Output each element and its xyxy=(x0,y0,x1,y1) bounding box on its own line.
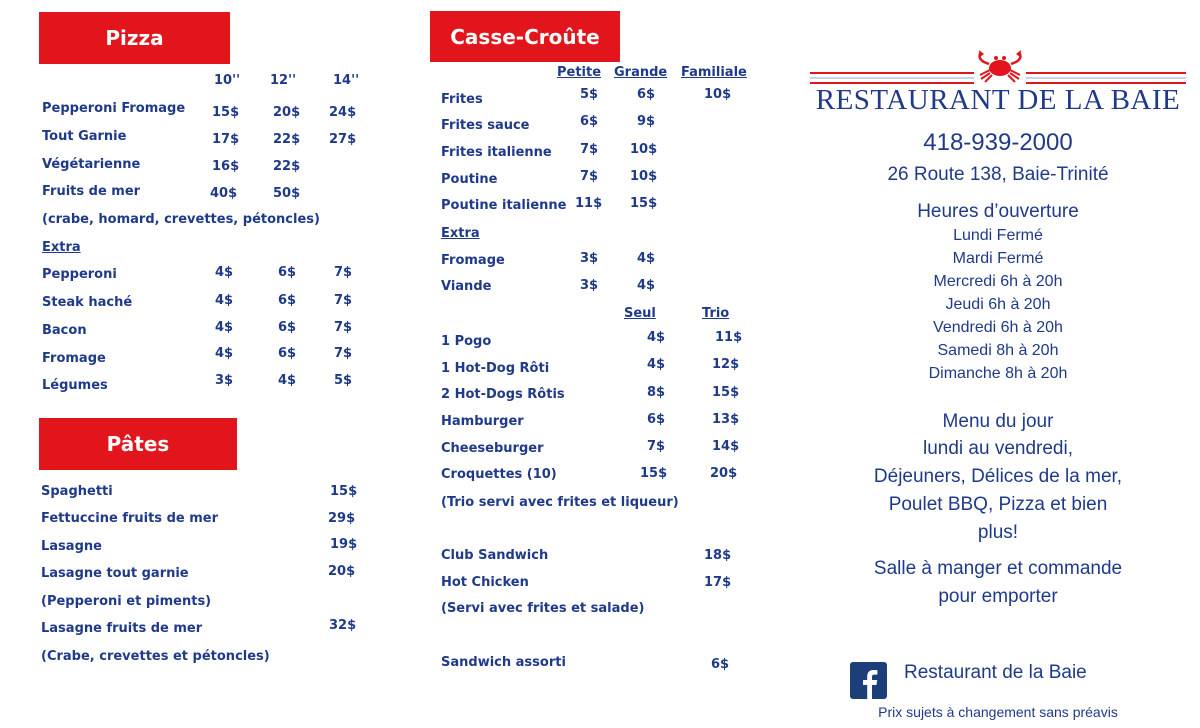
combo-item-name: Hamburger xyxy=(441,414,524,429)
hours-line: Lundi Fermé xyxy=(953,227,1043,244)
logo-stripe-top xyxy=(810,72,974,74)
combo-header-seul: Seul xyxy=(624,306,656,321)
combo-item-name: Croquettes (10) xyxy=(441,467,557,482)
combo-price-trio: 11$ xyxy=(715,330,743,345)
pizza-price: 27$ xyxy=(329,132,357,147)
combo-price-seul: 8$ xyxy=(647,385,666,400)
pizza-extra-price: 7$ xyxy=(334,346,353,361)
hours-title: Heures d’ouverture xyxy=(917,201,1079,222)
combo-price-trio: 20$ xyxy=(710,466,738,481)
pizza-price: 17$ xyxy=(212,132,240,147)
pizza-extra-price: 3$ xyxy=(215,373,234,388)
pizza-extra-name: Pepperoni xyxy=(42,267,117,282)
combo-price-trio: 15$ xyxy=(712,385,740,400)
hot-chicken-name: Hot Chicken xyxy=(441,575,529,590)
pates-price: 19$ xyxy=(330,537,358,552)
hours-line: Vendredi 6h à 20h xyxy=(933,319,1063,336)
pizza-price: 22$ xyxy=(273,159,301,174)
combo-price-trio: 14$ xyxy=(712,439,740,454)
combo-price-trio: 12$ xyxy=(712,357,740,372)
pizza-extra-price: 4$ xyxy=(215,320,234,335)
pates-note: (Crabe, crevettes et pétoncles) xyxy=(41,649,270,664)
casse-item-name: Frites sauce xyxy=(441,118,530,133)
casse-price: 10$ xyxy=(630,142,658,157)
logo-stripe-mid xyxy=(810,77,974,79)
casse-size-petite: Petite xyxy=(557,65,602,80)
combo-item-name: 1 Hot-Dog Rôti xyxy=(441,361,550,376)
pates-item-name: Spaghetti xyxy=(41,484,113,499)
combo-item-name: 1 Pogo xyxy=(441,334,492,349)
pizza-extra-price: 7$ xyxy=(334,265,353,280)
pizza-price: 22$ xyxy=(273,132,301,147)
combo-price-trio: 13$ xyxy=(712,412,740,427)
combo-header-trio: Trio xyxy=(702,306,730,321)
casse-price: 6$ xyxy=(580,114,599,129)
pizza-extra-label: Extra xyxy=(42,240,81,255)
menu-du-jour-line: plus! xyxy=(977,522,1019,543)
address: 26 Route 138, Baie-Trinité xyxy=(887,164,1109,185)
logo-stripe-mid xyxy=(1026,77,1186,79)
casse-item-name: Poutine italienne xyxy=(441,198,567,213)
menu-du-jour-line: Poulet BBQ, Pizza et bien xyxy=(888,494,1108,515)
pates-item-name: Lasagne tout garnie xyxy=(41,566,189,581)
hours-line: Mardi Fermé xyxy=(952,250,1044,267)
casse-price: 11$ xyxy=(575,196,603,211)
hours-line: Mercredi 6h à 20h xyxy=(933,273,1063,290)
combo-price-seul: 6$ xyxy=(647,412,666,427)
pizza-item-name: Tout Garnie xyxy=(42,129,127,144)
casse-extra-price: 4$ xyxy=(637,251,656,266)
pizza-extra-name: Bacon xyxy=(42,323,87,338)
casse-extra-name: Viande xyxy=(441,279,492,294)
hot-chicken-price: 17$ xyxy=(704,575,732,590)
casse-item-name: Frites xyxy=(441,92,483,107)
pizza-title: Pizza xyxy=(105,26,164,50)
pizza-item-name: Pepperoni Fromage xyxy=(42,101,186,116)
pizza-extra-price: 4$ xyxy=(215,265,234,280)
casse-price: 10$ xyxy=(630,169,658,184)
crab-icon xyxy=(975,48,1025,84)
menu-du-jour-line: Menu du jour xyxy=(942,411,1054,432)
combo-item-name: 2 Hot-Dogs Rôtis xyxy=(441,387,565,402)
casse-item-name: Poutine xyxy=(441,172,498,187)
pizza-extra-price: 4$ xyxy=(215,346,234,361)
phone-number: 418-939-2000 xyxy=(923,129,1073,156)
casse-price: 10$ xyxy=(704,87,732,102)
pates-header xyxy=(39,418,237,470)
pizza-extra-price: 4$ xyxy=(278,373,297,388)
combo-price-seul: 7$ xyxy=(647,439,666,454)
logo-stripe-top xyxy=(1026,72,1186,74)
pizza-size-12: 12'' xyxy=(270,73,297,88)
restaurant-name: RESTAURANT DE LA BAIE xyxy=(815,84,1181,116)
pates-price: 15$ xyxy=(330,484,358,499)
club-sandwich-name: Club Sandwich xyxy=(441,548,549,563)
casse-header xyxy=(430,11,620,62)
menu-du-jour-line: lundi au vendredi, xyxy=(923,438,1073,459)
pizza-price: 50$ xyxy=(273,186,301,201)
facebook-page-link[interactable]: Restaurant de la Baie xyxy=(904,662,1087,683)
pizza-price: 40$ xyxy=(210,186,238,201)
disclaimer: Prix sujets à changement sans préavis xyxy=(878,704,1118,720)
pates-price: 20$ xyxy=(328,564,356,579)
combo-item-name: Cheeseburger xyxy=(441,441,544,456)
salle-line: pour emporter xyxy=(938,586,1058,607)
pizza-price: 16$ xyxy=(212,159,240,174)
hot-chicken-note: (Servi avec frites et salade) xyxy=(441,601,645,616)
hours-line: Jeudi 6h à 20h xyxy=(945,296,1051,313)
sandwich-assorti-price: 6$ xyxy=(711,657,730,672)
hours-line: Dimanche 8h à 20h xyxy=(928,365,1068,382)
casse-price: 7$ xyxy=(580,142,599,157)
casse-price: 6$ xyxy=(637,87,656,102)
pizza-extra-price: 6$ xyxy=(278,320,297,335)
pizza-extra-price: 6$ xyxy=(278,293,297,308)
pates-item-name: Lasagne fruits de mer xyxy=(41,621,203,636)
casse-price: 15$ xyxy=(630,196,658,211)
casse-price: 9$ xyxy=(637,114,656,129)
pizza-price: 24$ xyxy=(329,105,357,120)
pizza-extra-name: Steak haché xyxy=(42,295,133,310)
casse-extra-price: 4$ xyxy=(637,278,656,293)
pizza-size-10: 10'' xyxy=(214,73,241,88)
sandwich-assorti-name: Sandwich assorti xyxy=(441,655,566,670)
pates-title: Pâtes xyxy=(106,432,170,456)
pizza-note: (crabe, homard, crevettes, pétoncles) xyxy=(42,212,320,227)
pizza-extra-price: 4$ xyxy=(215,293,234,308)
pates-price: 29$ xyxy=(328,511,356,526)
menu-du-jour-line: Déjeuners, Délices de la mer, xyxy=(873,466,1123,487)
casse-price: 5$ xyxy=(580,87,599,102)
casse-size-familiale: Familiale xyxy=(681,65,747,80)
combo-price-seul: 4$ xyxy=(647,357,666,372)
pizza-extra-price: 6$ xyxy=(278,265,297,280)
trio-note: (Trio servi avec frites et liqueur) xyxy=(441,495,679,510)
pizza-size-14: 14'' xyxy=(333,73,360,88)
pizza-item-name: Fruits de mer xyxy=(42,184,141,199)
pizza-extra-price: 7$ xyxy=(334,293,353,308)
pizza-extra-name: Légumes xyxy=(42,378,108,393)
pates-item-name: Lasagne xyxy=(41,539,102,554)
pates-price: 32$ xyxy=(329,618,357,633)
pizza-price: 20$ xyxy=(273,105,301,120)
club-sandwich-price: 18$ xyxy=(704,548,732,563)
pizza-extra-price: 7$ xyxy=(334,320,353,335)
pizza-price: 15$ xyxy=(212,105,240,120)
pates-note: (Pepperoni et piments) xyxy=(41,594,212,609)
casse-item-name: Frites italienne xyxy=(441,145,552,160)
pizza-extra-price: 6$ xyxy=(278,346,297,361)
facebook-icon[interactable] xyxy=(850,662,887,699)
pizza-item-name: Végétarienne xyxy=(42,157,141,172)
pizza-extra-name: Fromage xyxy=(42,351,106,366)
combo-price-seul: 4$ xyxy=(647,330,666,345)
pizza-extra-price: 5$ xyxy=(334,373,353,388)
pates-item-name: Fettuccine fruits de mer xyxy=(41,511,218,526)
casse-extra-name: Fromage xyxy=(441,253,505,268)
salle-line: Salle à manger et commande xyxy=(873,558,1123,579)
casse-extra-price: 3$ xyxy=(580,278,599,293)
casse-extra-label: Extra xyxy=(441,226,480,241)
casse-title: Casse-Croûte xyxy=(450,24,600,49)
casse-size-grande: Grande xyxy=(614,65,668,80)
hours-line: Samedi 8h à 20h xyxy=(937,342,1059,359)
combo-price-seul: 15$ xyxy=(640,466,668,481)
pizza-header xyxy=(39,12,230,64)
casse-price: 7$ xyxy=(580,169,599,184)
casse-extra-price: 3$ xyxy=(580,251,599,266)
